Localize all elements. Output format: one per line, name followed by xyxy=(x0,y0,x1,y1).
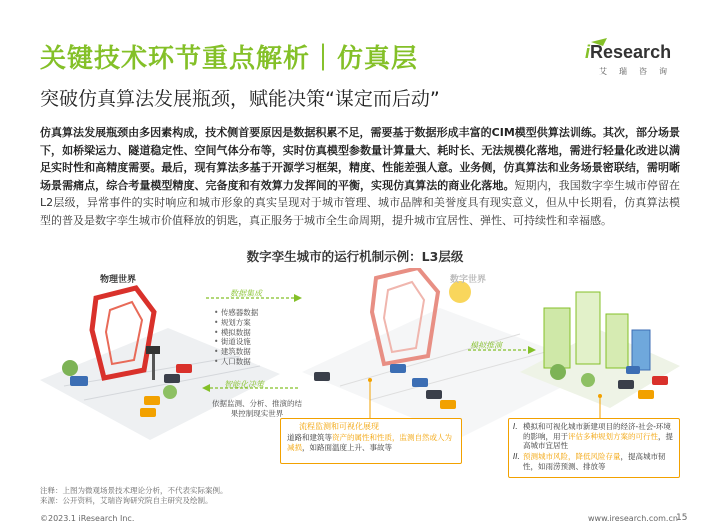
outcome-1-number: I. xyxy=(513,422,518,431)
notes-block xyxy=(40,486,228,506)
simulation-outcomes-box xyxy=(508,418,680,478)
page-number: 15 xyxy=(676,513,688,523)
smart-decision-label: 智能化决策 xyxy=(224,380,264,389)
note-text: 注释：上图为微观场景技术理论分析，不代表实际案例。 xyxy=(40,486,228,495)
paragraph-bold-text: 仿真算法发展瓶颈由多因素构成，技术侧首要原因是数据积累不足，需要基于数据形成丰富的CIM模型供算法训练。其次，部分场景下，如桥梁运力、隧道稳定性、空间气体分布等，实时仿真模型参数量计算量大、耗时长、无法规模化落地，需进行轻量化改进以满足实时性和高精度需要。最后，现有算法多基于开源学习框架，精度、性能差强人意。业务侧，仿真算法和业务场景密联结，需明晰场景需痛点，综合考量模型精度、完备度和有效算力发挥间的平衡，实现仿真算法的商业化落地。 xyxy=(40,126,680,192)
page-subtitle: 突破仿真算法发展瓶颈，赋能决策“谋定而后动” xyxy=(40,88,440,110)
figure-title: 数字孪生城市的运行机制示例：L3层级 xyxy=(246,249,464,264)
list-item: • 建筑数据 xyxy=(214,347,258,357)
list-item: • 模拟数据 xyxy=(214,328,258,338)
list-item: • 传感器数据 xyxy=(214,308,258,318)
monitoring-box-heading: 流程监测和可视化展现 xyxy=(299,422,379,431)
outcome-2-text: 预测城市风险，降低风险存量，提高城市韧性，如雨涝预测、排放等 xyxy=(523,452,666,471)
logo-wordmark: iResearch xyxy=(585,42,672,62)
monitoring-box xyxy=(280,418,462,464)
logo-subtext: 艾瑞咨询 xyxy=(599,67,679,76)
city-mechanism-diagram xyxy=(40,268,680,480)
data-source-list xyxy=(214,308,258,367)
outcome-1-text: 模拟和可视化城市新建项目的经济-社会-环境的影响，用于评估多种规划方案的可行性，提高城市宜居性 xyxy=(523,422,673,451)
outcome-2-number: II. xyxy=(513,452,520,461)
page-title: 关键技术环节重点解析｜仿真层 xyxy=(40,44,419,74)
monitoring-box-text: 道路和建筑等资产的属性和性质，监测自然或人为减损，如路面温度上升、事故等 xyxy=(287,433,452,452)
decision-text: 依据监测、分析、推演的结果控制现实世界 xyxy=(212,399,302,418)
analysis-paragraph xyxy=(40,124,680,229)
list-item: • 街道设施 xyxy=(214,337,258,347)
website-link[interactable]: www.iresearch.com.cn xyxy=(588,514,678,523)
iresearch-logo xyxy=(585,42,681,82)
physical-world-label: 物理世界 xyxy=(100,275,137,285)
simulation-label: 模拟推演 xyxy=(470,341,502,350)
source-text: 来源：公开资料，艾瑞咨询研究院自主研究及绘制。 xyxy=(40,496,213,505)
list-item: • 规划方案 xyxy=(214,318,258,328)
digital-world-label: 数字世界 xyxy=(450,275,487,285)
data-collection-label: 数据集成 xyxy=(230,289,262,298)
copyright-text: ©2023.1 iResearch Inc. xyxy=(40,514,135,523)
paragraph-normal-text: 短期内，我国数字孪生城市停留在L2层级，异常事件的实时响应和城市形象的真实呈现对于城市管理、城市品牌和美誉度具有现实意义，但从中长期看，仿真算法模型的普及是数字孪生城市价值释放的钥匙，真正服务于城市全生命周期，提升城市宜居性、弹性、可持续性和幸福感。 xyxy=(40,178,681,227)
list-item: • 人口数据 xyxy=(214,357,258,367)
